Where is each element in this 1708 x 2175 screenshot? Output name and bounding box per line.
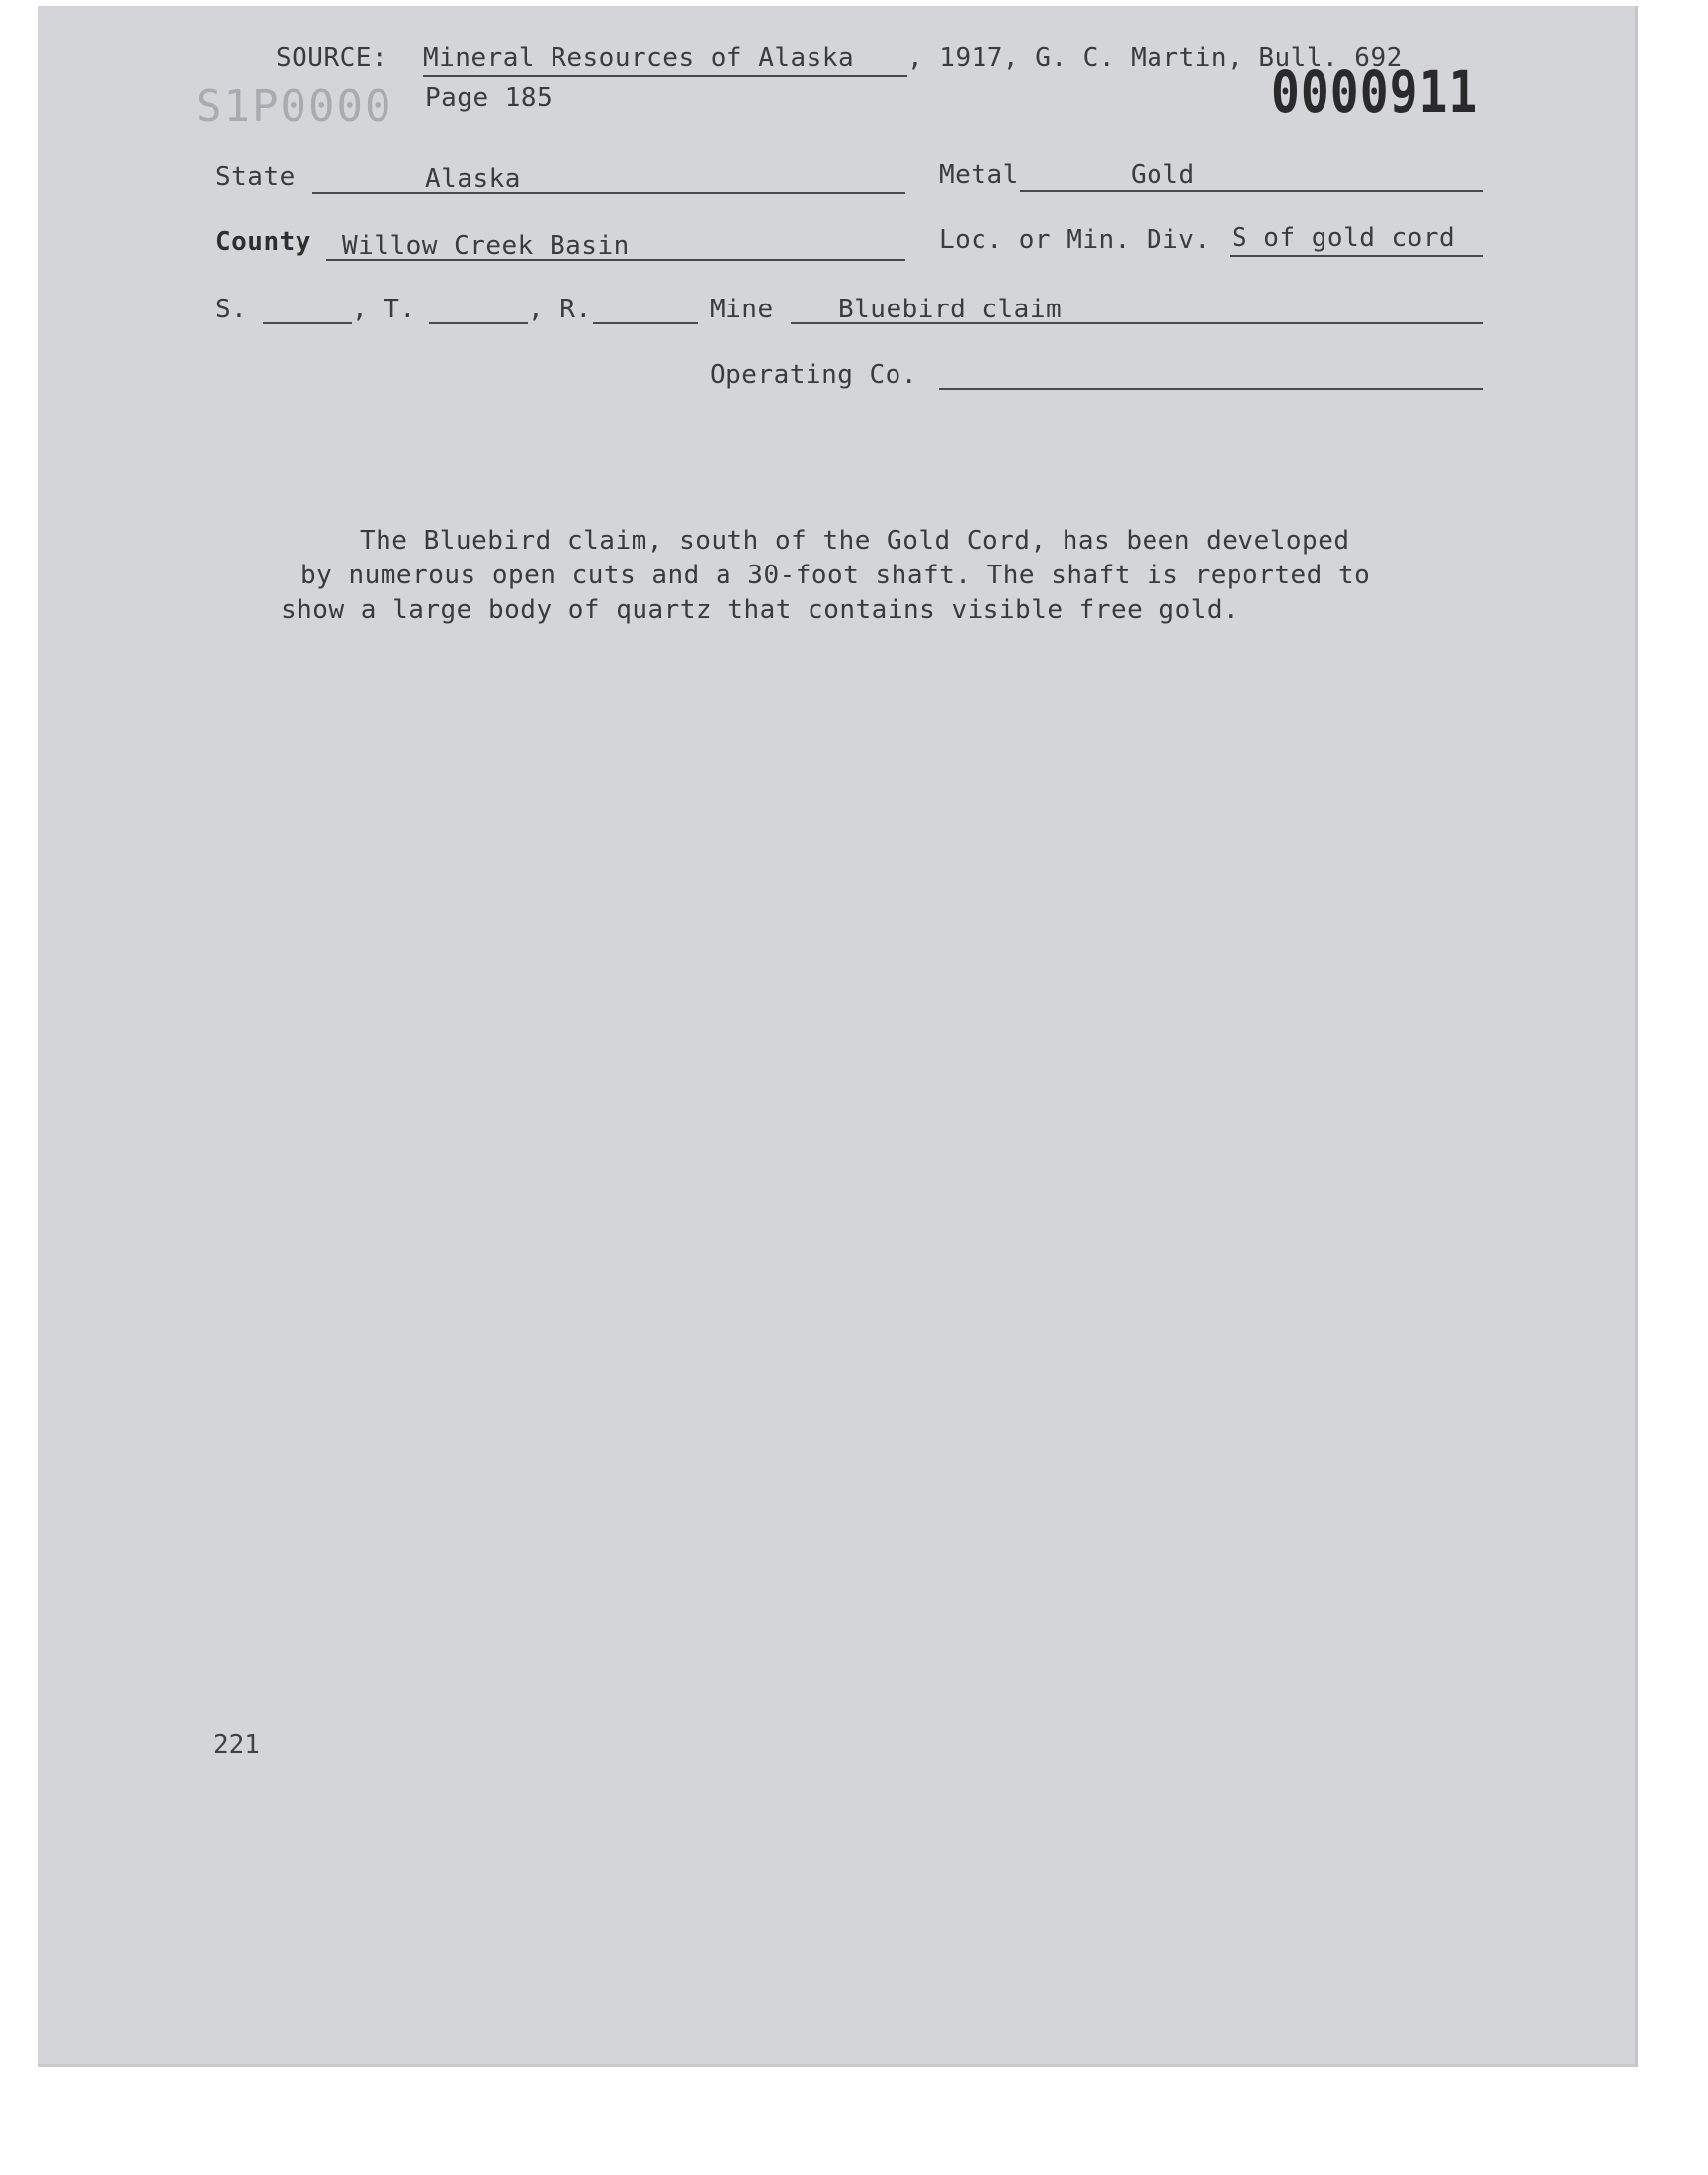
source-rest: , 1917, G. C. Martin, Bull. 692 (907, 44, 1403, 73)
description-line-2: by numerous open cuts and a 30-foot shaft. The shaft is reported to (300, 561, 1371, 590)
section-label: S. (215, 295, 248, 324)
metal-value: Gold (1131, 160, 1195, 190)
mine-value: Bluebird claim (838, 295, 1063, 324)
mine-underline (791, 322, 1483, 324)
footer-number: 221 (214, 1730, 260, 1760)
range-label: , R. (528, 295, 592, 324)
state-underline (312, 192, 905, 194)
description-line-1: The Bluebird claim, south of the Gold Cord, has been developed (360, 526, 1350, 556)
metal-label: Metal (939, 160, 1019, 190)
description-line-3: show a large body of quartz that contains visible free gold. (281, 595, 1239, 625)
county-value: Willow Creek Basin (342, 231, 630, 261)
state-value: Alaska (425, 164, 521, 194)
locdiv-label: Loc. or Min. Div. (939, 225, 1211, 255)
locdiv-value: S of gold cord (1232, 223, 1456, 253)
document-number-stamp: 0000911 (1271, 59, 1479, 127)
range-blank (593, 322, 698, 324)
metal-underline (1020, 190, 1483, 192)
locdiv-underline (1230, 255, 1483, 257)
township-blank (429, 322, 528, 324)
page-reference: Page 185 (425, 83, 554, 113)
source-label: SOURCE: (276, 44, 388, 73)
operating-underline (939, 388, 1483, 390)
township-label: , T. (352, 295, 416, 324)
mine-label: Mine (710, 295, 774, 324)
faded-stamp: S1P0000 (196, 81, 393, 131)
county-label: County (215, 227, 311, 257)
source-title-underline (423, 75, 907, 77)
county-underline (326, 259, 905, 261)
source-title: Mineral Resources of Alaska (423, 44, 855, 73)
section-blank (263, 322, 352, 324)
operating-label: Operating Co. (710, 360, 917, 390)
state-label: State (215, 162, 296, 192)
index-card (38, 6, 1638, 2067)
